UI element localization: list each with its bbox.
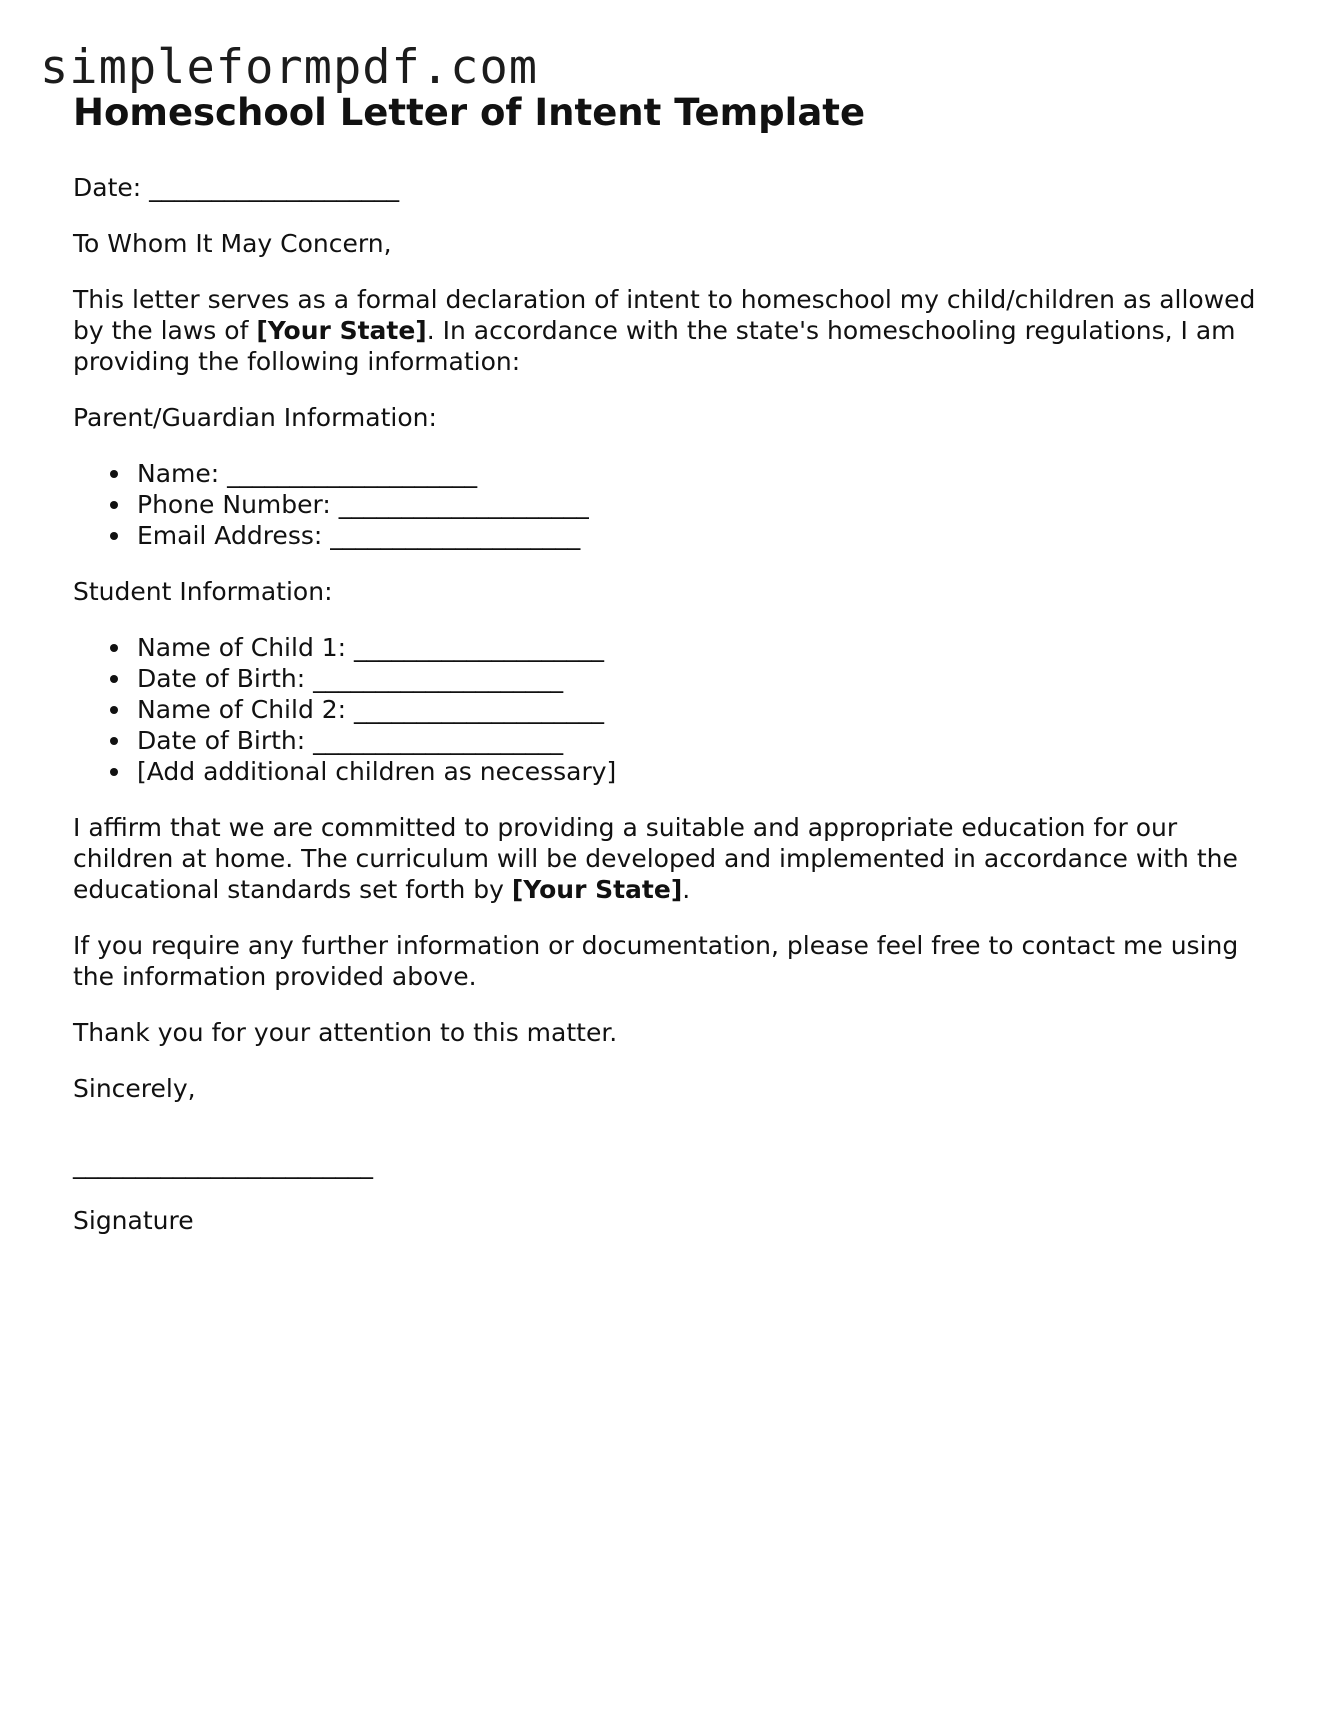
child-1-name-field: Name of Child 1: ____________________ <box>137 633 605 662</box>
list-item <box>73 458 1263 489</box>
list-item <box>73 756 1263 787</box>
student-info-heading: Student Information: <box>73 577 333 606</box>
parent-email-field: Email Address: ____________________ <box>137 521 581 550</box>
bullet-icon <box>110 706 118 714</box>
intro-paragraph <box>73 284 1263 377</box>
list-item <box>73 663 1263 694</box>
student-info-list <box>73 632 1263 787</box>
intro-text-start: This letter serves as a formal declaration of intent to homeschool my child/children as allowed by the laws of <box>73 285 1256 345</box>
bullet-icon <box>110 768 118 776</box>
affirm-text-start: I affirm that we are committed to providing a suitable and appropriate education for our children at home. The curriculum will be developed and implemented in accordance with the educational standards set forth by <box>73 813 1238 904</box>
list-item <box>73 489 1263 520</box>
intro-text-end: . In accordance with the state's homeschooling regulations, I am providing the following information: <box>73 316 1236 376</box>
parent-info-heading: Parent/Guardian Information: <box>73 403 437 432</box>
bullet-icon <box>110 737 118 745</box>
bullet-icon <box>110 675 118 683</box>
salutation: To Whom It May Concern, <box>73 229 392 258</box>
child-1-dob-field: Date of Birth: ____________________ <box>137 664 564 693</box>
bullet-icon <box>110 470 118 478</box>
watermark: simpleformpdf.com <box>40 40 539 95</box>
list-item <box>73 694 1263 725</box>
state-placeholder: [Your State] <box>511 875 683 904</box>
state-placeholder: [Your State] <box>256 316 427 345</box>
signature-line: ________________________ <box>73 1150 373 1179</box>
parent-info-list <box>73 458 1263 551</box>
contact-paragraph: If you require any further information or documentation, please feel free to contact me using the information provided above. <box>73 931 1239 991</box>
page-title: Homeschool Letter of Intent Template <box>73 91 866 134</box>
date-line: Date: ____________________ <box>73 173 400 202</box>
additional-children-note: [Add additional children as necessary] <box>137 757 617 786</box>
signature-label: Signature <box>73 1206 194 1235</box>
list-item <box>73 520 1263 551</box>
bullet-icon <box>110 532 118 540</box>
affirmation-paragraph <box>73 812 1263 905</box>
thanks-line: Thank you for your attention to this matter. <box>73 1018 618 1047</box>
list-item <box>73 632 1263 663</box>
affirm-text-end: . <box>682 875 691 904</box>
letter-document <box>73 88 1263 1261</box>
child-2-dob-field: Date of Birth: ____________________ <box>137 726 564 755</box>
parent-name-field: Name: ____________________ <box>137 459 478 488</box>
child-2-name-field: Name of Child 2: ____________________ <box>137 695 605 724</box>
parent-phone-field: Phone Number: ____________________ <box>137 490 589 519</box>
bullet-icon <box>110 644 118 652</box>
bullet-icon <box>110 501 118 509</box>
closing-line: Sincerely, <box>73 1074 196 1103</box>
list-item <box>73 725 1263 756</box>
